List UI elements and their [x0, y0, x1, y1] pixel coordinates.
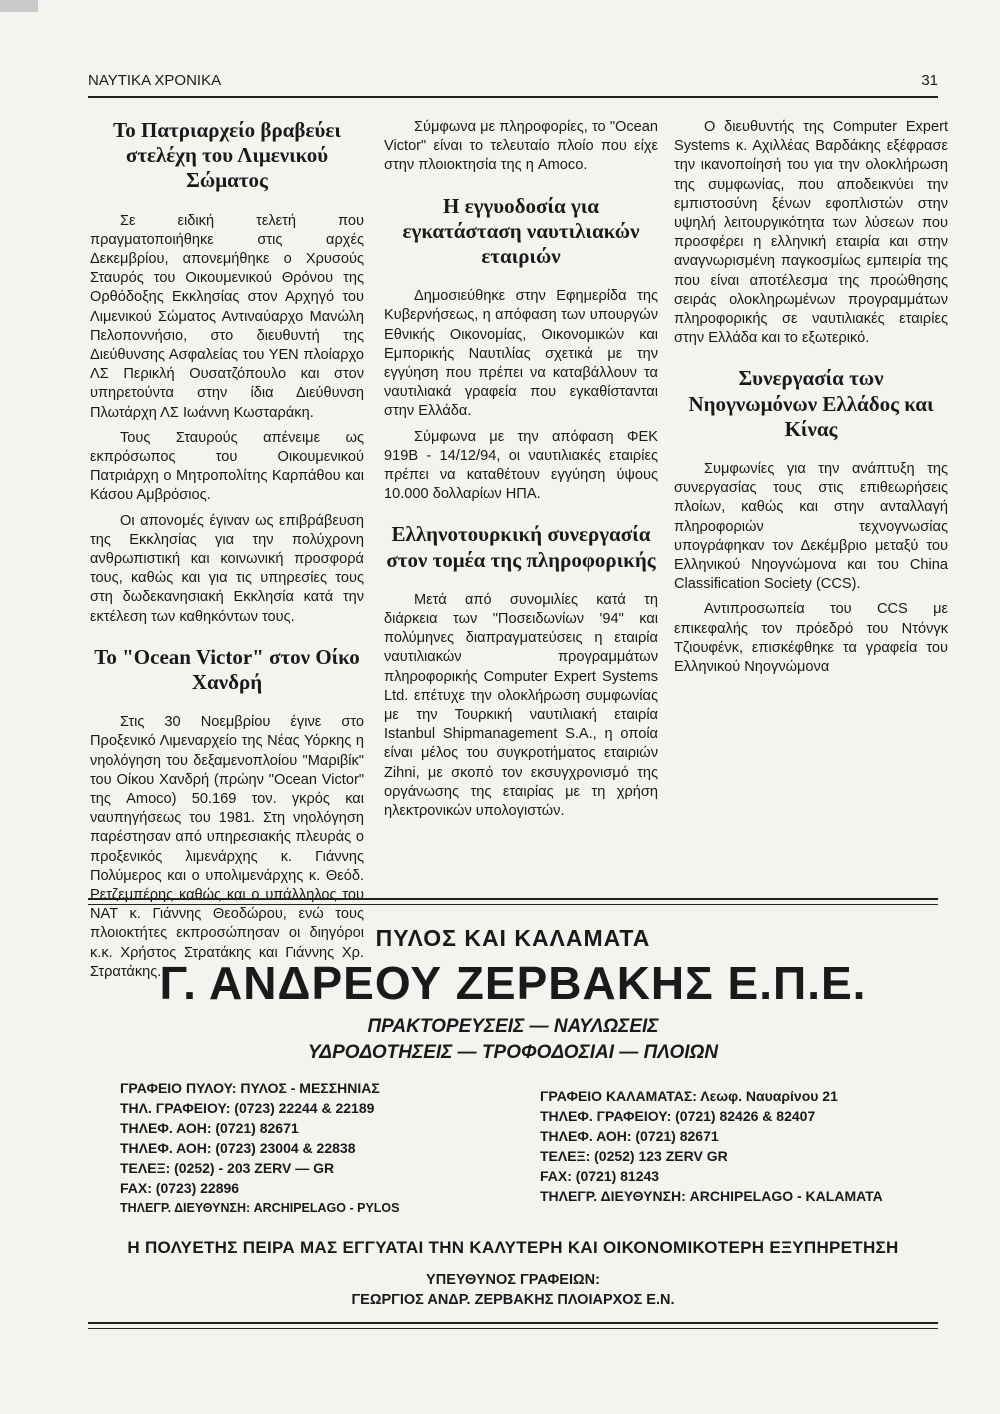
ad-slogan: Η ΠΟΛΥΕΤΗΣ ΠΕΙΡΑ ΜΑΣ ΕΓΓΥΑΤΑΙ ΤΗΝ ΚΑΛΥΤΕΡΗ ΚΑΙ ΟΙΚΟΝΟΜΙΚΟΤΕΡΗ ΕΞΥΠΗΡΕΤΗΣΗ: [127, 1238, 899, 1257]
ad-services-line-2: ΥΔΡΟΔΟΤΗΣΕΙΣ — ΤΡΟΦΟΔΟΣΙΑΙ — ΠΛΟΙΩΝ: [307, 1042, 719, 1063]
article-title: Το Πατριαρχείο βραβεύει στελέχη του Λιμενικού Σώματος: [113, 118, 341, 193]
office-line: ΤΗΛ. ΓΡΑΦΕΙΟΥ: (0723) 22244 & 22189: [120, 1100, 375, 1116]
pylos-office-block: [120, 1078, 399, 1218]
article-paragraph: Μετά από συνομιλίες κατά τη διάρκεια των "Ποσειδωνίων '94" και πολύμηνες διαπραγματεύσεις η εταιρία ναυτιλιακών προγραμμάτων πληροφορικής Computer Expert Systems Ltd. επέτυχε την ολοκλήρωση συμφωνίας με την Τουρκική ναυτιλιακή εταιρία Istanbul Shipmanagement S.A., η οποία είναι μέλος του συγκροτήματος εταιριών Zihni, με σκοπό τον εκσυγχρονισμό της οργάνωσης της εταιρίας με τη χρήση ηλεκτρονικών υπολογιστών.: [384, 591, 658, 820]
office-line: ΓΡΑΦΕΙΟ ΚΑΛΑΜΑΤΑΣ: Λεωφ. Ναυαρίνου 21: [540, 1088, 838, 1104]
office-line: ΤΗΛΕΓΡ. ΔΙΕΥΘΥΝΣΗ: ARCHIPELAGO - PYLOS: [120, 1201, 400, 1215]
office-line: ΤΗΛΕΦ. ΑΟΗ: (0721) 82671: [120, 1120, 299, 1136]
article-paragraph: Στις 30 Νοεμβρίου έγινε στο Προξενικό Λιμεναρχείο της Νέας Υόρκης η νηολόγηση του δεξαμενοπλοίου "Μαριβίκ" του Οίκου Χανδρή (πρώην "Ocean Victor" της Amoco) 50.169 τον. γκρός και ναυπηγήσεως του 1981. Στη νηολόγηση παρέστησαν από υπηρεσιακής πλευράς ο προξενικός λιμενάρχης κ. Γιάννης Πολύμερος και ο υπολιμενάρχης κ. Θεόδ. Ρετζεμπέρης καθώς και ο υπάλληλος του ΝΑΤ κ. Γιάννης Θεοδώρου, ενώ τους πλοιοκτήτες εκπροσώπησαν οι διηγόροι κ.κ. Χρήστος Στρατάκης και Γιάννης Χρ. Στρατάκης.: [90, 714, 364, 980]
ad-bottom-rule-thin: [88, 1328, 938, 1329]
article-paragraph: Τους Σταυρούς απένειμε ως εκπρόσωπος του Οικουμενικού Πατριάρχη ο Μητροπολίτης Καρπάθου και Κάσου Αμβρόσιος.: [90, 429, 364, 504]
column-3: [674, 118, 948, 888]
ad-services-line-1: ΠΡΑΚΤΟΡΕΥΣΕΙΣ — ΝΑΥΛΩΣΕΙΣ: [367, 1016, 659, 1037]
column-2: [384, 118, 658, 888]
article-paragraph: Σε ειδική τελετή που πραγματοποιήθηκε στις αρχές Δεκεμβρίου, απονεμήθηκε ο Χρυσούς Σταυρός του Οικουμενικού Θρόνου της Ορθόδοξης Εκκλησίας στον Αρχηγό του Λιμενικού Σώματος Αντιναύαρχο Μανώλη Πελοποννήσιο, στο διευθυντή της Διεύθυνσης Ασφαλείας του ΥΕΝ πλοίαρχο ΛΣ Περικλή Ουσατζόπουλο και στον υπηρετούντα στην ίδια Διεύθυνση Πλωτάρχη ΛΣ Ιωάννη Κωσταράκη.: [90, 212, 364, 421]
office-line: ΤΕΛΕΞ: (0252) - 203 ZERV — GR: [120, 1160, 335, 1176]
article-paragraph: Σύμφωνα με την απόφαση ΦΕΚ 919Β - 14/12/94, οι ναυτιλιακές εταιρίες πρέπει να καταθέτουν εγγύηση ύψους 10.000 δολλαρίων ΗΠΑ.: [384, 428, 658, 503]
article-paragraph: Αντιπροσωπεία του CCS με επικεφαλής τον πρόεδρό του Ντόνγκ Τζιουφένκ, επισκέφθηκε τα γραφεία του Ελληνικού Νηογνώμονα: [674, 601, 948, 676]
article-title: Το "Ocean Victor" στον Οίκο Χανδρή: [94, 644, 360, 695]
article-paragraph: Οι απονομές έγιναν ως επιβράβευση της Εκκλησίας για την πολύχρονη ανθρωπιστική και κοινωνική προσφορά τους, καθώς και για τις υπηρεσίες τους στη δωδεκανησιακή Εκκλησία κατά την εκτέλεση των καθηκόντων τους.: [90, 512, 364, 625]
office-line: ΓΡΑΦΕΙΟ ΠΥΛΟΥ: ΠΥΛΟΣ - ΜΕΣΣΗΝΙΑΣ: [120, 1080, 380, 1096]
article-title: Συνεργασία των Νηογνωμόνων Ελλάδος και Κίνας: [688, 366, 934, 441]
ad-top-rule: [88, 898, 938, 900]
office-line: FAX: (0721) 81243: [540, 1168, 660, 1184]
ad-responsible: [88, 1270, 938, 1310]
scan-corner-mark: [0, 0, 38, 12]
page-header: [88, 72, 938, 94]
header-rule: [88, 96, 938, 98]
office-line: ΤΗΛΕΦ. ΑΟΗ: (0721) 82671: [540, 1128, 719, 1144]
ad-city: ΠΥΛΟΣ ΚΑΙ ΚΑΛΑΜΑΤΑ: [375, 925, 651, 951]
magazine-title: ΝΑΥΤΙΚΑ ΧΡΟΝΙΚΑ: [88, 72, 222, 89]
ad-top-rule-thin: [88, 904, 938, 905]
page-number: 31: [921, 72, 938, 89]
article-paragraph: Σύμφωνα με πληροφορίες, το "Ocean Victor" είναι το τελευταίο πλοίο που είχε στην πλοιοκτησία της η Amoco.: [384, 119, 658, 174]
responsible-name: ΓΕΩΡΓΙΟΣ ΑΝΔΡ. ΖΕΡΒΑΚΗΣ ΠΛΟΙΑΡΧΟΣ Ε.Ν.: [351, 1292, 675, 1308]
office-line: ΤΗΛΕΓΡ. ΔΙΕΥΘΥΝΣΗ: ARCHIPELAGO - KALAMATA: [540, 1188, 883, 1204]
article-paragraph: Δημοσιεύθηκε στην Εφημερίδα της Κυβερνήσεως, η απόφαση των υπουργών Εθνικής Οικονομίας, Οικονομικών και Εμπορικής Ναυτιλίας σχετικά με την εγγύηση που πρέπει να καταβάλλουν τα ναυτιλιακά γραφεία που εγκαθίστανται στην Ελλάδα.: [384, 288, 658, 420]
article-paragraph: Ο διευθυντής της Computer Expert Systems κ. Αχιλλέας Βαρδάκης εξέφρασε την ικανοποίησή του για την ολοκλήρωση της συμφωνίας, που αποδεικνύει την εμπιστοσύνη ξένων εφοπλιστών στην υψηλή λειτουργικότητα των λύσεων που προσφέρει η ελληνική εταιρία και στην αναγνωρισμένη παγκοσμίως εμπειρία της που είναι αποτέλεσμα της προώθησης σειράς ολοκληρωμένων προγραμμάτων πληροφορικής σε ναυτιλιακές εταιρίες στην Ελλάδα και το εξωτερικό.: [674, 119, 948, 347]
office-line: FAX: (0723) 22896: [120, 1180, 240, 1196]
office-line: ΤΗΛΕΦ. ΓΡΑΦΕΙΟΥ: (0721) 82426 & 82407: [540, 1108, 816, 1124]
article-title: Ελληνοτουρκική συνεργασία στον τομέα της πληροφορικής: [386, 522, 656, 572]
column-1: [90, 118, 364, 980]
ad-company-name: Γ. ΑΝΔΡΕΟΥ ΖΕΡΒΑΚΗΣ Ε.Π.Ε.: [159, 957, 867, 1009]
kalamata-office-block: [540, 1086, 883, 1206]
office-line: ΤΕΛΕΞ: (0252) 123 ZERV GR: [540, 1148, 728, 1164]
article-paragraph: Συμφωνίες για την ανάπτυξη της συνεργασίας τους στις επιθεωρήσεις πλοίων, καθώς και στην ανταλλαγή πληροφοριών τεχνογνωσίας υπογράφηκαν τον Δεκέμβριο μεταξύ του Ελληνικού Νηογνώμονα και του China Classification Society (CCS).: [674, 461, 948, 593]
ad-bottom-rule: [88, 1322, 938, 1324]
office-line: ΤΗΛΕΦ. ΑΟΗ: (0723) 23004 & 22838: [120, 1140, 356, 1156]
article-title: Η εγγυοδοσία για εγκατάσταση ναυτιλιακών εταιριών: [402, 193, 640, 268]
responsible-label: ΥΠΕΥΘΥΝΟΣ ΓΡΑΦΕΙΩΝ:: [426, 1272, 600, 1288]
